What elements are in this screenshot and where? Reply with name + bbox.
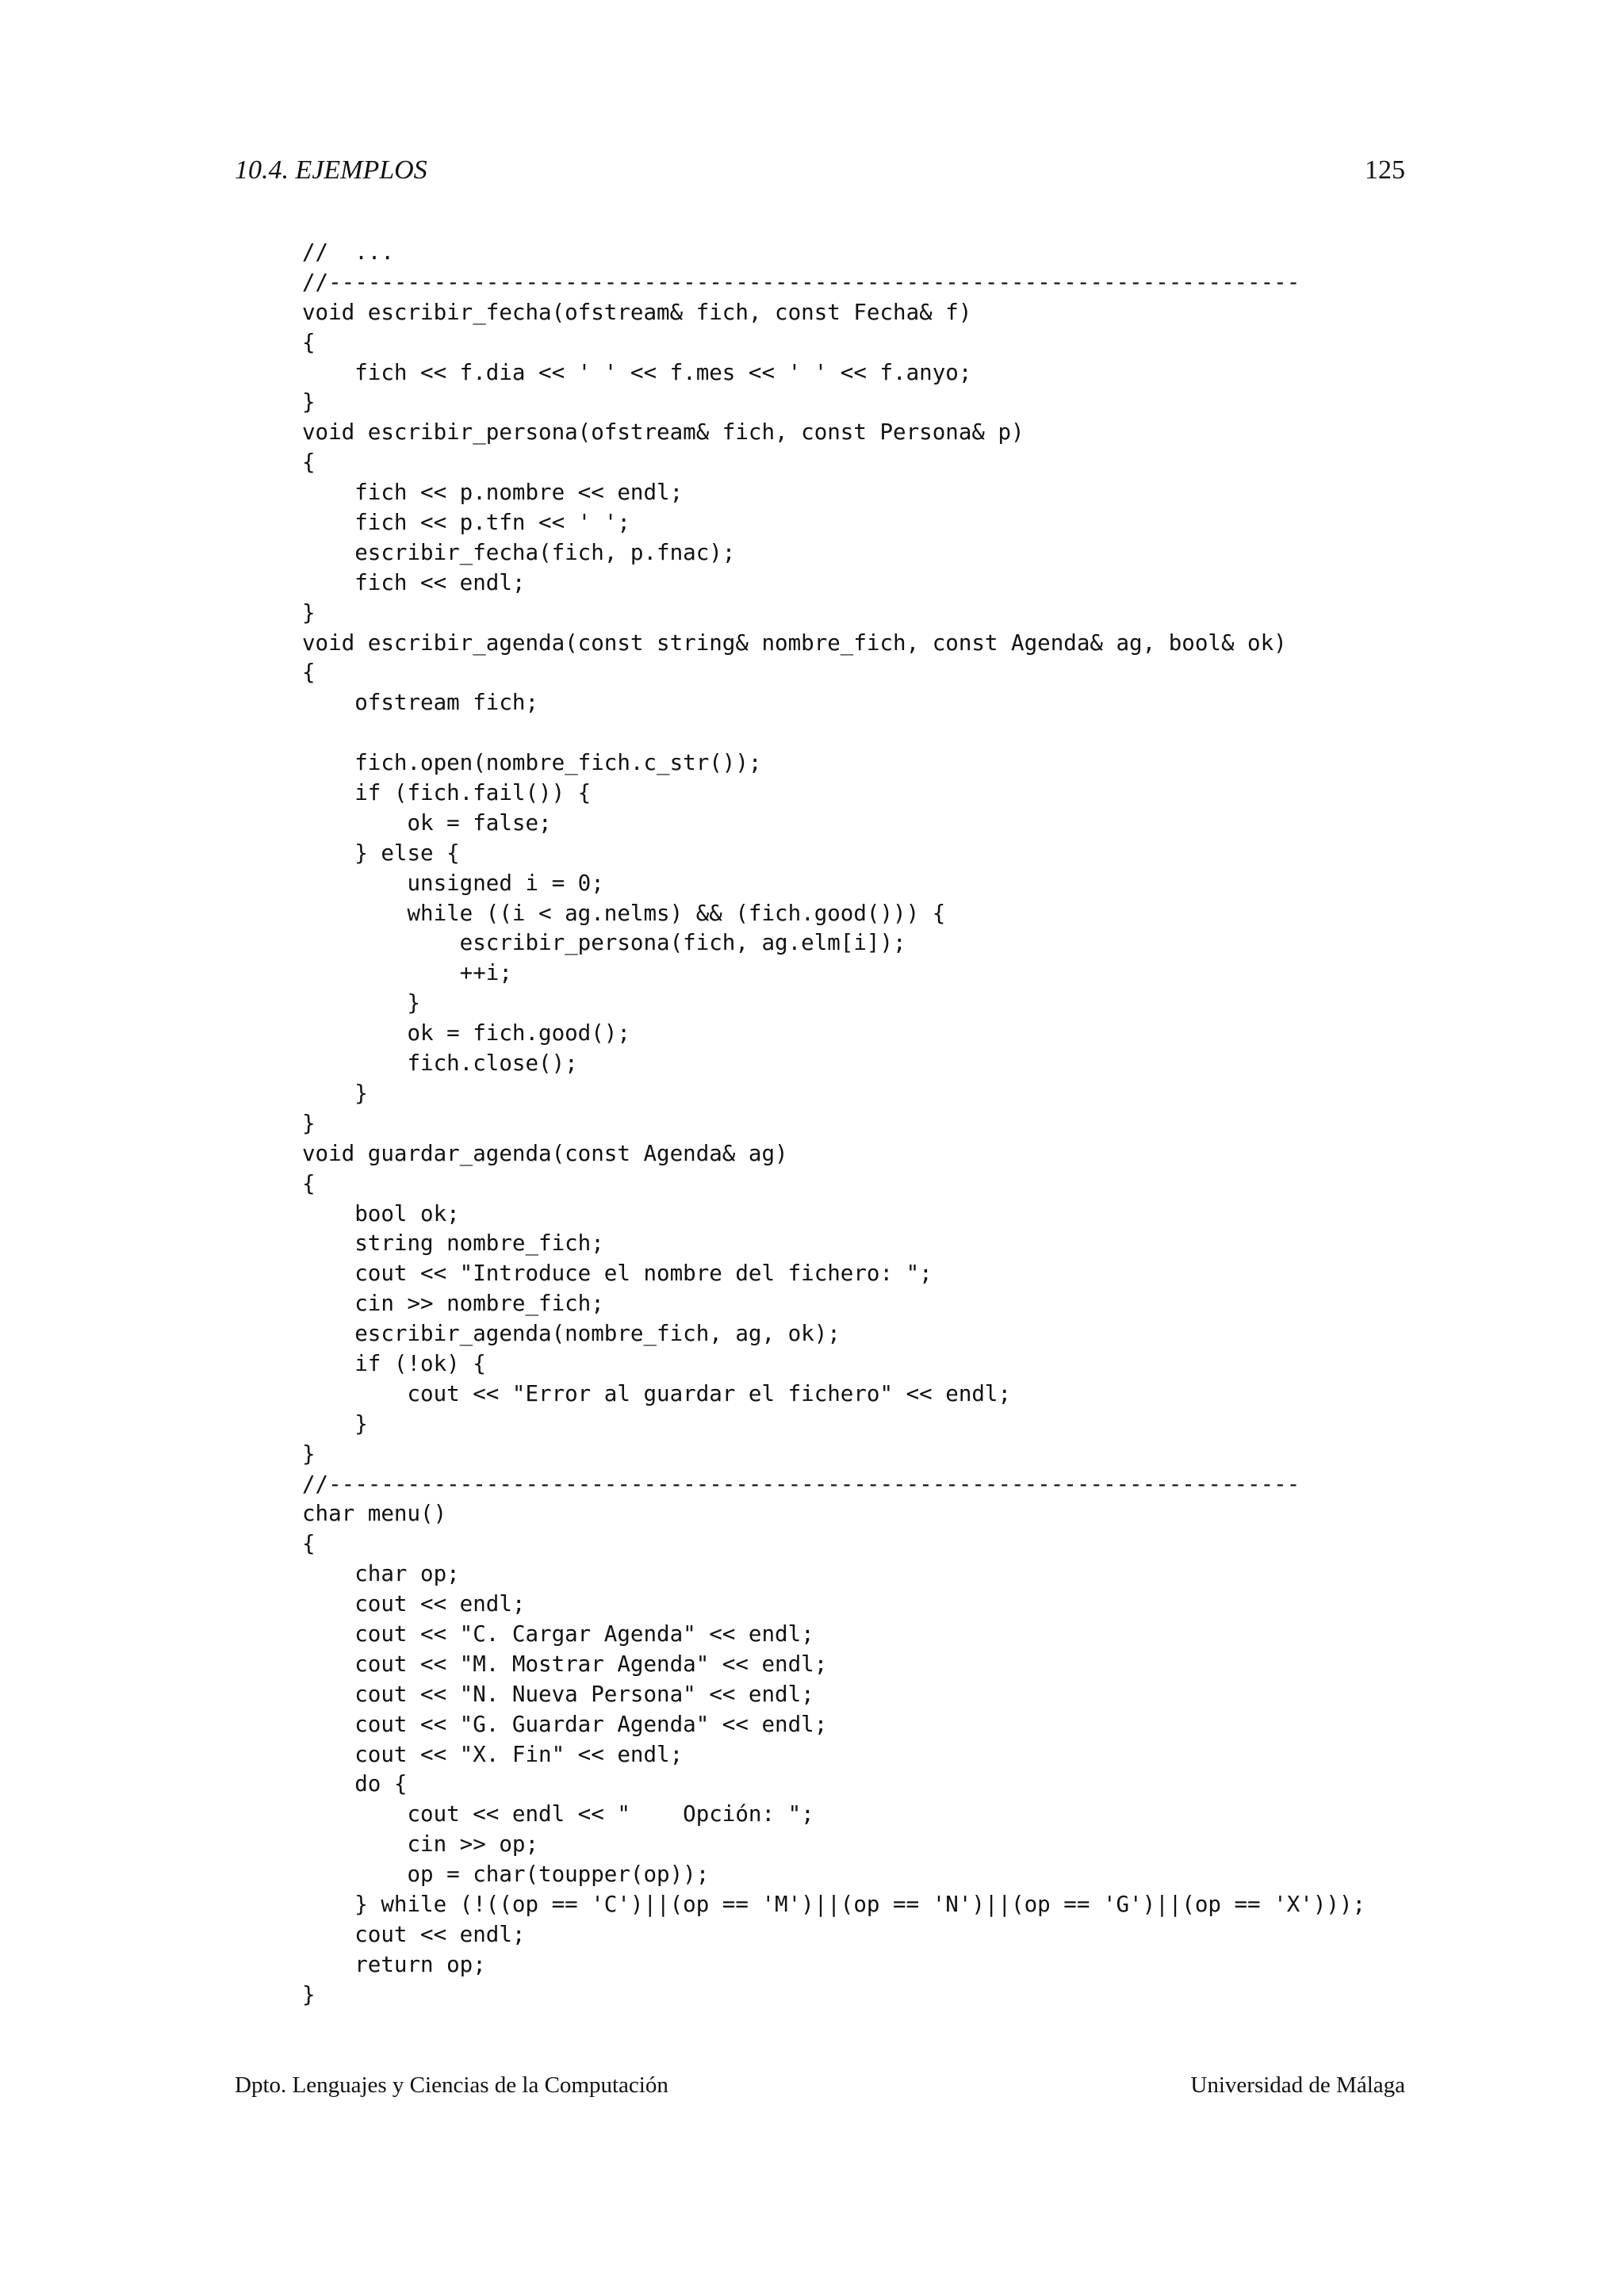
code-line: char menu() <box>302 1501 447 1527</box>
code-line: cout << "Error al guardar el fichero" << endl; <box>302 1380 1012 1406</box>
code-listing <box>302 238 1365 2011</box>
code-line: return op; <box>302 1951 486 1977</box>
code-line: ++i; <box>302 960 512 986</box>
code-line: } <box>302 990 421 1016</box>
code-line: fich << p.nombre << endl; <box>302 480 684 506</box>
page-number: 125 <box>1365 155 1405 185</box>
code-line: cin >> op; <box>302 1831 539 1858</box>
code-line: } while (!((op == 'C')||(op == 'M')||(op == 'N')||(op == 'G')||(op == 'X'))); <box>302 1891 1366 1917</box>
code-line: fich.open(nombre_fich.c_str()); <box>302 750 762 776</box>
code-line: string nombre_fich; <box>302 1230 604 1257</box>
code-line: { <box>302 1531 316 1557</box>
code-line: } <box>302 1410 368 1437</box>
code-line: char op; <box>302 1561 460 1587</box>
code-line: ok = fich.good(); <box>302 1020 630 1047</box>
code-line: } else { <box>302 840 460 866</box>
page-header <box>235 155 1405 193</box>
section-title: 10.4. EJEMPLOS <box>235 155 427 185</box>
code-line: cout << "N. Nueva Persona" << endl; <box>302 1681 814 1707</box>
code-line: unsigned i = 0; <box>302 870 604 896</box>
code-line: do { <box>302 1771 408 1797</box>
code-line: cout << endl; <box>302 1921 526 1947</box>
code-line: while ((i < ag.nelms) && (fich.good())) { <box>302 900 946 926</box>
code-line: fich << endl; <box>302 569 526 595</box>
code-line: { <box>302 450 316 476</box>
footer-department: Dpto. Lenguajes y Ciencias de la Computación <box>235 2072 668 2098</box>
code-line: } <box>302 389 316 415</box>
code-line: } <box>302 599 316 626</box>
code-line: } <box>302 1441 316 1467</box>
code-line: escribir_agenda(nombre_fich, ag, ok); <box>302 1321 841 1347</box>
code-line: void escribir_persona(ofstream& fich, const Persona& p) <box>302 419 1025 446</box>
code-line: if (fich.fail()) { <box>302 780 592 806</box>
code-line: { <box>302 660 316 686</box>
code-line: cout << endl << " Opción: "; <box>302 1801 814 1827</box>
code-line: ok = false; <box>302 809 552 836</box>
code-line: bool ok; <box>302 1200 460 1226</box>
code-line: cout << "G. Guardar Agenda" << endl; <box>302 1711 828 1737</box>
code-line: { <box>302 329 316 355</box>
code-line: cin >> nombre_fich; <box>302 1291 604 1317</box>
code-line: void escribir_fecha(ofstream& fich, const Fecha& f) <box>302 299 972 325</box>
code-line: } <box>302 1080 368 1106</box>
code-line: fich << p.tfn << ' '; <box>302 510 630 536</box>
code-line: } <box>302 1110 316 1136</box>
code-line: cout << "M. Mostrar Agenda" << endl; <box>302 1651 828 1677</box>
code-line: void guardar_agenda(const Agenda& ag) <box>302 1140 788 1166</box>
code-line: fich.close(); <box>302 1050 578 1077</box>
code-line: escribir_persona(fich, ag.elm[i]); <box>302 930 906 956</box>
code-line: //-------------------------------------------------------------------------- <box>302 269 1300 295</box>
code-line: // ... <box>302 239 394 265</box>
code-line: escribir_fecha(fich, p.fnac); <box>302 539 736 565</box>
code-line: if (!ok) { <box>302 1350 486 1376</box>
code-line: //-------------------------------------------------------------------------- <box>302 1471 1300 1497</box>
footer-university: Universidad de Málaga <box>1190 2072 1405 2098</box>
code-line: ofstream fich; <box>302 690 539 716</box>
code-line: fich << f.dia << ' ' << f.mes << ' ' << f.anyo; <box>302 359 972 385</box>
code-line: cout << "Introduce el nombre del fichero: "; <box>302 1261 933 1287</box>
code-line <box>302 718 1365 748</box>
code-line: cout << "X. Fin" << endl; <box>302 1741 684 1767</box>
code-line: cout << "C. Cargar Agenda" << endl; <box>302 1621 814 1647</box>
page-footer <box>235 2072 1405 2107</box>
code-line: { <box>302 1170 316 1196</box>
code-line: op = char(toupper(op)); <box>302 1862 710 1888</box>
code-line: void escribir_agenda(const string& nombre_fich, const Agenda& ag, bool& ok) <box>302 629 1287 656</box>
code-line: cout << endl; <box>302 1591 526 1617</box>
code-line: } <box>302 1981 316 2007</box>
